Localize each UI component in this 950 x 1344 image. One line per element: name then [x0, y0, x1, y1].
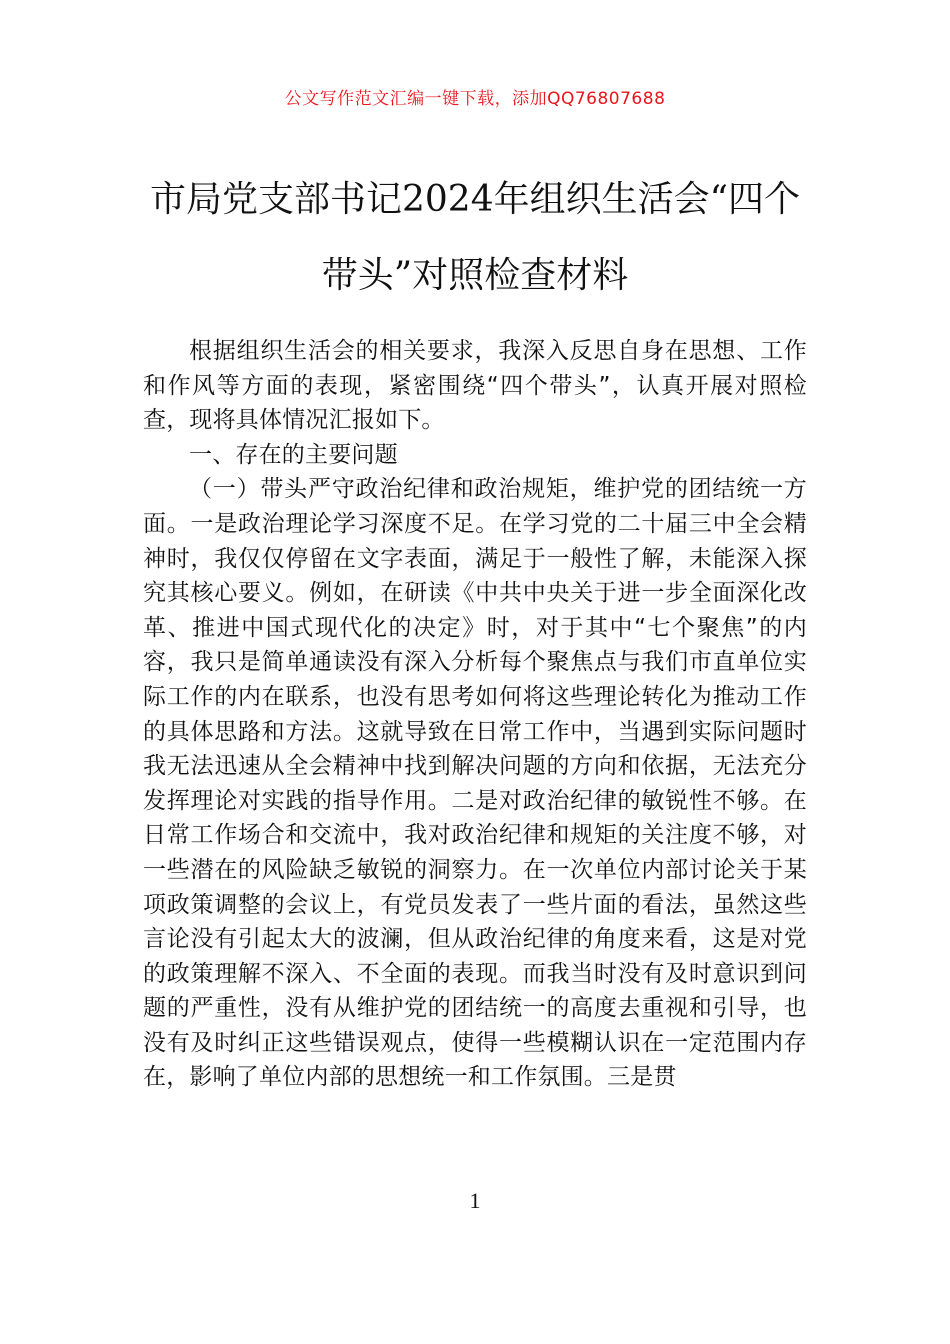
- document-body: [143, 334, 807, 1095]
- section-heading: 一、存在的主要问题: [189, 441, 398, 468]
- watermark-text: 公文写作范文汇编一键下载，添加QQ76807688: [284, 89, 666, 109]
- intro-paragraph: 根据组织生活会的相关要求，我深入反思自身在思想、工作和作风等方面的表现，紧密围绕“四个带头”，认真开展对照检查，现将具体情况汇报如下。: [143, 338, 807, 434]
- body-paragraph: （一）带头严守政治纪律和政治规矩，维护党的团结统一方面。一是政治理论学习深度不足。在学习党的二十届三中全会精神时，我仅仅停留在文字表面，满足于一般性了解，未能深入探究其核心要义。例如，在研读《中共中央关于进一步全面深化改革、推进中国式现代化的决定》时，对于其中“七个聚焦”的内容，我只是简单通读没有深入分析每个聚焦点与我们市直单位实际工作的内在联系，也没有思考如何将这些理论转化为推动工作的具体思路和方法。这就导致在日常工作中，当遇到实际问题时我无法迅速从全会精神中找到解决问题的方向和依据，无法充分发挥理论对实践的指导作用。二是对政治纪律的敏锐性不够。在日常工作场合和交流中，我对政治纪律和规矩的关注度不够，对一些潜在的风险缺乏敏锐的洞察力。在一次单位内部讨论关于某项政策调整的会议上，有党员发表了一些片面的看法，虽然这些言论没有引起太大的波澜，但从政治纪律的角度来看，这是对党的政策理解不深入、不全面的表现。而我当时没有及时意识到问题的严重性，没有从维护党的团结统一的高度去重视和引导，也没有及时纠正这些错误观点，使得一些模糊认识在一定范围内存在，影响了单位内部的思想统一和工作氛围。三是贯: [143, 476, 807, 1091]
- page-number: 1: [469, 1188, 481, 1213]
- document-title: 市局党支部书记2024年组织生活会“四个带头”对照检查材料: [149, 179, 801, 296]
